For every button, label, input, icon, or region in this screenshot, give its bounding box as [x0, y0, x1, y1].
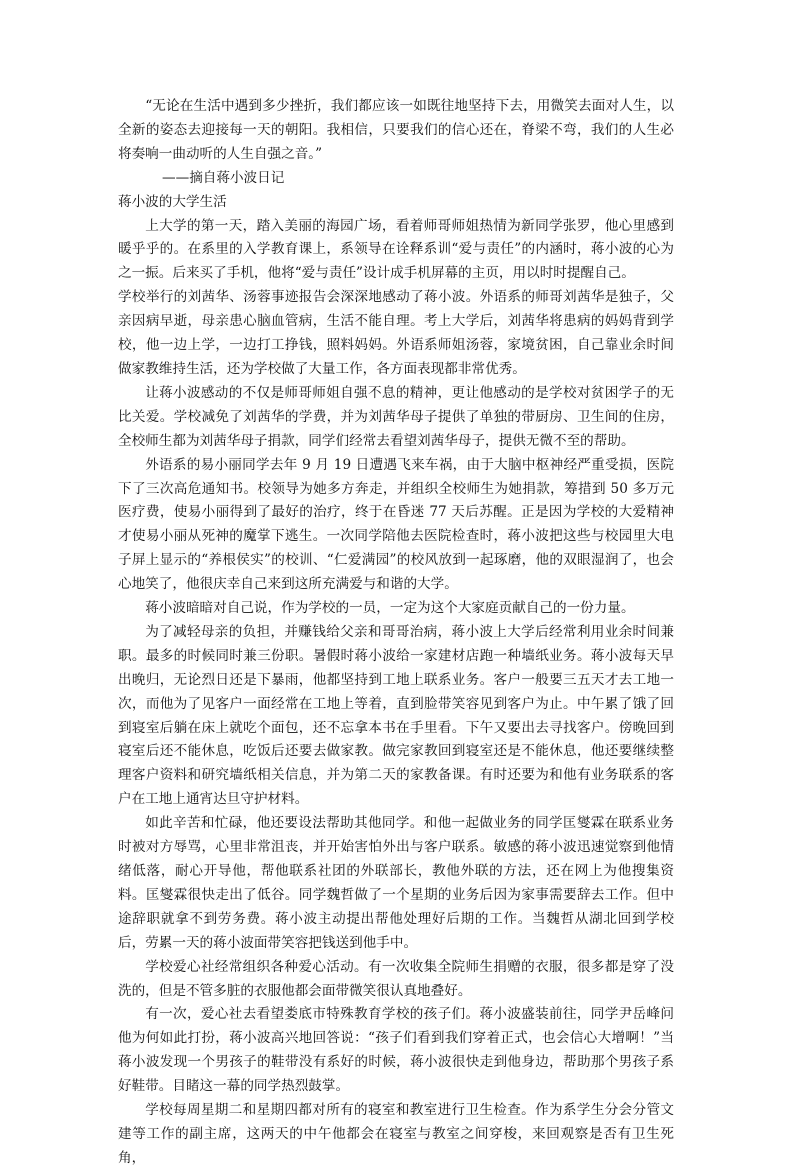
paragraph: 蒋小波暗暗对自己说，作为学校的一员，一定为这个大家庭贡献自己的一份力量。 — [145, 600, 635, 617]
paragraph: 学校每周星期二和星期四都对所有的寝室和教室进行卫生检查。作为系学生分会分管文建等工作的副主席，这两天的中午他都会在寝室与教室之间穿梭，来回观察是否有卫生死角， — [118, 1102, 674, 1166]
paragraph: 让蒋小波感动的不仅是师哥师姐自强不息的精神，更让他感动的是学校对贫困学子的无比关爱。学校减免了刘茜华的学费，并为刘茜华母子提供了单独的带厨房、卫生间的住房，全校师生都为刘茜华母子捐款，同学们经常去看望刘茜华母子，提供无微不至的帮助。 — [118, 384, 674, 449]
paragraph: 学校举行的刘茜华、汤蓉事迹报告会深深地感动了蒋小波。外语系的师哥刘茜华是独子，父亲因病早逝，母亲患心脑血管病，生活不能自理。考上大学后，刘茜华将患病的妈妈背到学校，他一边上学，一边打工挣钱，照料妈妈。外语系师姐汤蓉，家境贫困，自己靠业余时间做家教维持生活，还为学校做了大量工作，各方面表现都非常优秀。 — [118, 289, 674, 377]
paragraph: 如此辛苦和忙碌，他还要设法帮助其他同学。和他一起做业务的同学匡燮霖在联系业务时被对方辱骂，心里非常沮丧，并开始害怕外出与客户联系。敏感的蒋小波迅速觉察到他情绪低落，耐心开导他，帮他联系社团的外联部长，教他外联的方法，还在网上为他搜集资料。匡燮霖很快走出了低谷。同学魏哲做了一个星期的业务后因为家事需要辞去工作。但中途辞职就拿不到劳务费。蒋小波主动提出帮他处理好后期的工作。当魏哲从湖北回到学校后，劳累一天的蒋小波面带笑容把钱送到他手中。 — [118, 815, 674, 951]
diary-quote: “无论在生活中遇到多少挫折，我们都应该一如既往地坚持下去，用微笑去面对人生，以全新的姿态去迎接每一天的朝阳。我相信，只要我们的信心还在，脊梁不弯，我们的人生必将奏响一曲动听的人生自强之音。” — [118, 98, 674, 162]
paragraph: 外语系的易小丽同学去年 9 月 19 日遭遇飞来车祸，由于大脑中枢神经严重受损，医院下了三次高危通知书。校领导为她多方奔走，并组织全校师生为她捐款，筹措到 50 多万元医疗费，使易小丽得到了最好的治疗，终于在昏迷 77 天后苏醒。正是因为学校的大爱精神才使易小丽从死神的魔掌下逃生。一次同学陪他去医院检查时，蒋小波把这些与校园里大电子屏上显示的“养根侯实”的校训、“仁爱满园”的校风放到一起琢磨，他的双眼湿润了，也会心地笑了，他很庆幸自己来到这所充满爱与和谐的大学。 — [118, 456, 674, 593]
section-title: 蒋小波的大学生活 — [118, 193, 227, 210]
paragraph: 有一次，爱心社去看望娄底市特殊教育学校的孩子们。蒋小波盛装前往，同学尹岳峰问他为何如此打扮，蒋小波高兴地回答说：“孩子们看到我们穿着正式，也会信心大增啊！”当蒋小波发现一个男孩子的鞋带没有系好的时候，蒋小波很快走到他身边，帮助那个男孩子系好鞋带。目睹这一幕的同学热烈鼓掌。 — [118, 1006, 674, 1095]
document-page — [118, 95, 674, 1171]
paragraph: 上大学的第一天，踏入美丽的海园广场，看着师哥师姐热情为新同学张罗，他心里感到暖乎乎的。在系里的入学教育课上，系领导在诠释系训“爱与责任”的内涵时，蒋小波的心为之一振。后来买了手机，他将“爱与责任”设计成手机屏幕的主页，用以时时提醒自己。 — [118, 217, 674, 282]
paragraph: 学校爱心社经常组织各种爱心活动。有一次收集全院师生捐赠的衣服，很多都是穿了没洗的，但是不管多脏的衣服他都会面带微笑很认真地叠好。 — [118, 958, 674, 999]
paragraph: 为了减轻母亲的负担，并赚钱给父亲和哥哥治病，蒋小波上大学后经常利用业余时间兼职。最多的时候同时兼三份职。暑假时蒋小波给一家建材店跑一种墙纸业务。蒋小波每天早出晚归，无论烈日还是下暴雨，他都坚持到工地上联系业务。客户一般要三五天才去工地一次，而他为了见客户一面经常在工地上等着，直到脸带笑容见到客户为止。中午累了饿了回到寝室后躺在床上就吃个面包，还不忘拿本书在手里看。下午又要出去寻找客户。傍晚回到寝室后还不能休息，吃饭后还要去做家教。做完家教回到寝室还是不能休息，他还要继续整理客户资料和研究墙纸相关信息，并为第二天的家教备课。有时还要为和他有业务联系的客户在工地上通宵达旦守护材料。 — [118, 623, 674, 808]
quote-source: ——摘自蒋小波日记 — [162, 169, 285, 186]
